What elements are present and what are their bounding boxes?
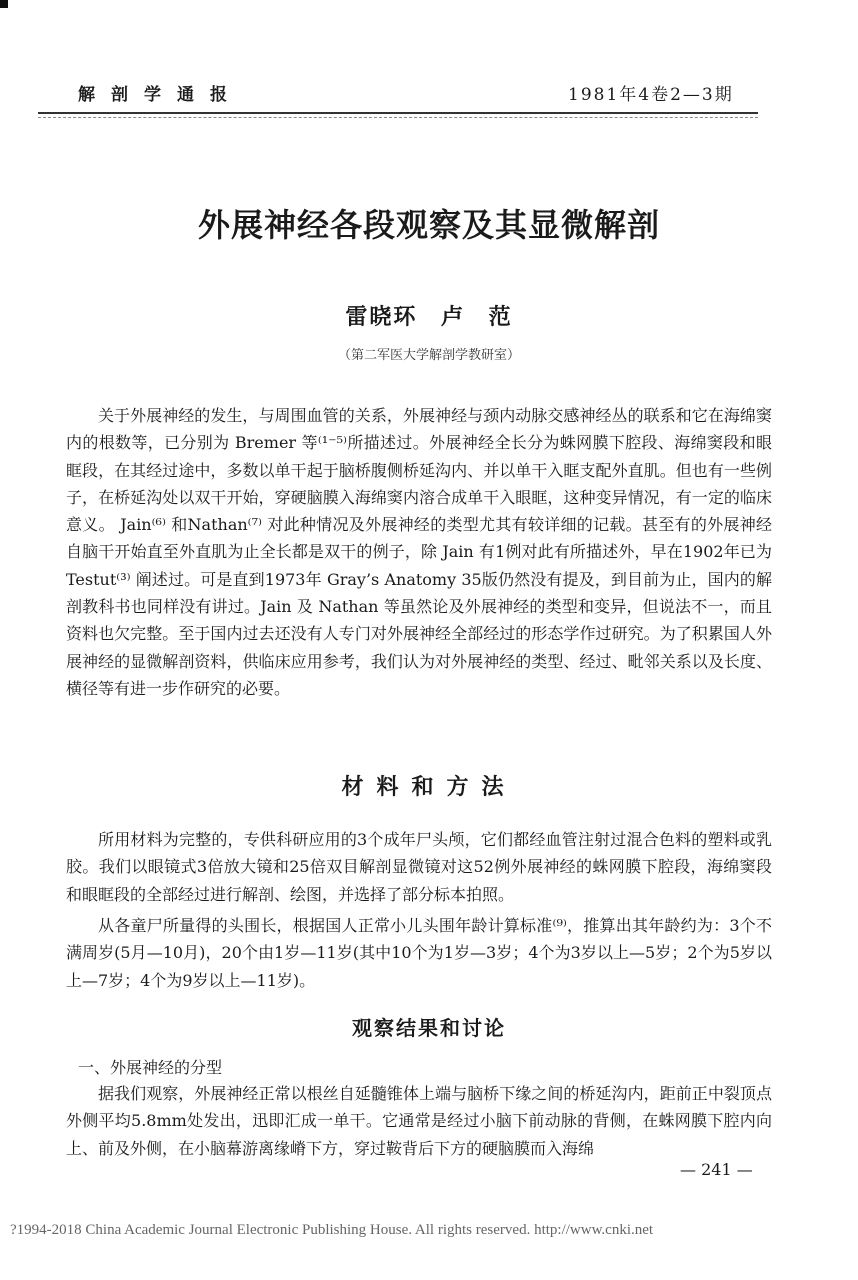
section-heading-methods: 材料和方法 <box>341 774 517 800</box>
journal-name: 解剖学通报 <box>78 85 243 105</box>
article-title: 外展神经各段观察及其显微解剖 <box>197 206 660 244</box>
intro-paragraph: 关于外展神经的发生，与周围血管的关系，外展神经与颈内动脉交感神经丛的联系和它在海绵窦内的根数等，已分别为 Bremer 等⁽¹⁻⁵⁾所描述过。外展神经全长分为蛛网膜下腔段、海绵窦段和眼眶段，在其经过途中，多数以单干起于脑桥腹侧桥延沟内、并以单干入眶支配外直肌。但也有一些例子，在桥延沟处以双干开始，穿硬脑膜入海绵窦内溶合成单干入眼眶，这种变异情况，有一定的临床意义。 Jain⁽⁶⁾ 和Nathan⁽⁷⁾ 对此种情况及外展神经的类型尤其有较详细的记载。甚至有的外展神经自脑干开始直至外直肌为止全长都是双干的例子，除 Jain 有1例对此有所描述外，早在1902年已为 Testut⁽³⁾ 阐述过。可是直到1973年 Gray’s Anatomy 35版仍然没有提及，到目前为止，国内的解剖教科书也同样没有讲过。Jain 及 Nathan 等虽然论及外展神经的类型和变异，但说法不一，而且资料也欠完整。至于国内过去还没有人专门对外展神经全部经过的形态学作过研究。为了积累国人外展神经的显微解剖资料，供临床应用参考，我们认为对外展神经的类型、经过、毗邻关系以及长度、横径等有进一步作研究的必要。 <box>66 406 772 698</box>
methods-paragraph-1: 所用材料为完整的，专供科研应用的3个成年尸头颅，它们都经血管注射过混合色料的塑料或乳胶。我们以眼镜式3倍放大镜和25倍双目解剖显微镜对这52例外展神经的蛛网膜下腔段，海绵窦段和眼眶段的全部经过进行解剖、绘图，并选择了部分标本拍照。 <box>66 830 772 904</box>
issue-info: 1981年4卷2—3期 <box>568 85 734 105</box>
header-rule-dashed <box>38 117 758 118</box>
article-authors: 雷晓环 卢 范 <box>345 304 513 330</box>
section-heading-results: 观察结果和讨论 <box>352 1016 506 1040</box>
results-paragraph-1: 据我们观察，外展神经正常以根丝自延髓锥体上端与脑桥下缘之间的桥延沟内，距前正中裂顶点外侧平均5.8mm处发出，迅即汇成一单干。它通常是经过小脑下前动脉的背侧，在蛛网膜下腔内向上、前及外侧，在小脑幕游离缘嵴下方，穿过鞍背后下方的硬脑膜而入海绵 <box>66 1084 772 1158</box>
author-affiliation: （第二军医大学解剖学教研室） <box>337 348 520 363</box>
methods-paragraph-2: 从各童尸所量得的头围长，根据国人正常小儿头围年龄计算标准⁽⁹⁾，推算出其年龄约为：3个不满周岁(5月—10月)，20个由1岁—11岁(其中10个为1岁—3岁；4个为3岁以上—5岁；2个为5岁以上—7岁；4个为9岁以上—11岁)。 <box>66 916 772 990</box>
copyright-footer: ?1994-2018 China Academic Journal Electronic Publishing House. All rights reserved. http://www.cnki.net <box>10 1222 654 1238</box>
page-number: — 241 — <box>680 1160 753 1179</box>
subsection-heading: 一、外展神经的分型 <box>78 1058 223 1077</box>
header-rule <box>38 112 758 114</box>
scan-corner-mark <box>0 0 8 8</box>
